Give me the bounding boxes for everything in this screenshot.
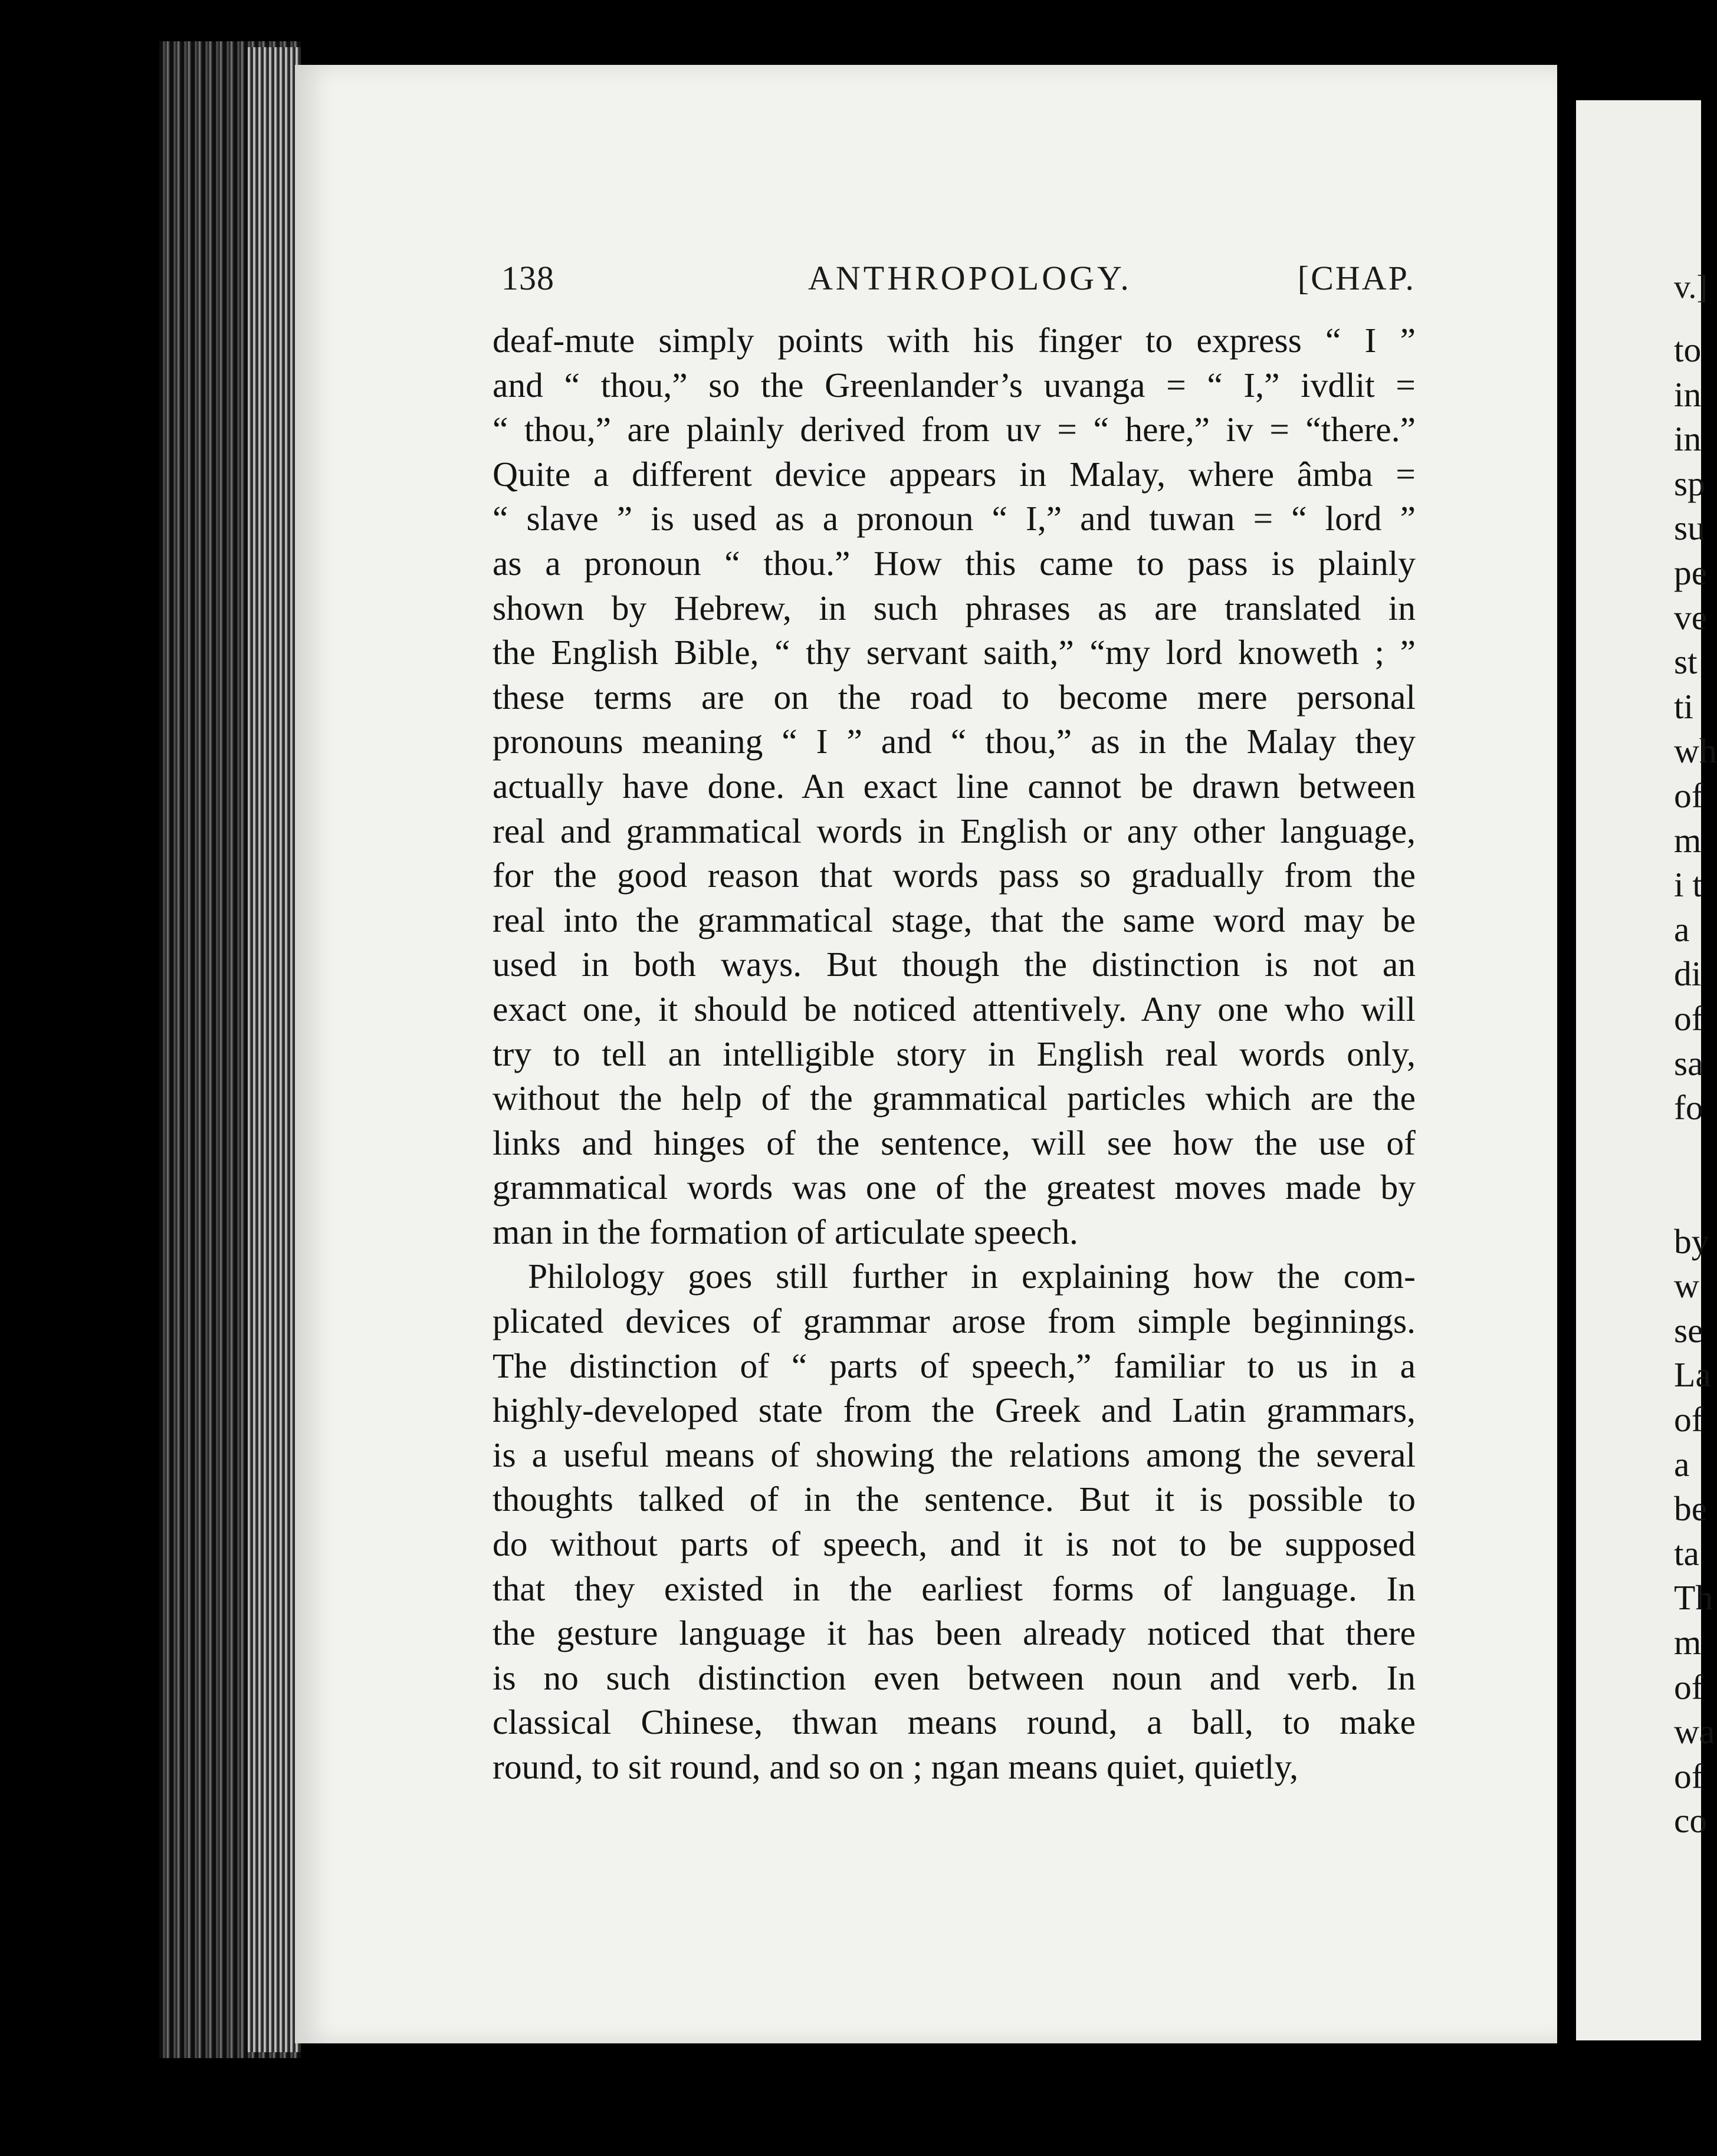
adjacent-line-fragment: of bbox=[1674, 1756, 1703, 1796]
text-line: and “ thou,” so the Greenlander’s uvanga = “ I,” ivdlit = bbox=[493, 365, 1416, 405]
adjacent-line-fragment: i t bbox=[1674, 865, 1702, 905]
text-line: the gesture language it has been already noticed that there bbox=[493, 1613, 1416, 1653]
page-body bbox=[493, 318, 1416, 1790]
text-line: man in the formation of articulate speech. bbox=[493, 1212, 1078, 1251]
adjacent-line-fragment: w bbox=[1674, 1266, 1699, 1306]
text-line: used in both ways. But though the distinction is not an bbox=[493, 945, 1416, 984]
text-line: these terms are on the road to become mere personal bbox=[493, 677, 1416, 717]
adjacent-line-fragment: of bbox=[1674, 998, 1703, 1038]
adjacent-line-fragment: m bbox=[1674, 820, 1702, 860]
adjacent-line-fragment: be bbox=[1674, 1489, 1708, 1529]
text-line: the English Bible, “ thy servant saith,” “my lord knoweth ; ” bbox=[493, 633, 1416, 672]
page-number: 138 bbox=[501, 259, 554, 297]
adjacent-page-text bbox=[1674, 328, 1717, 1843]
adjacent-line-fragment: co bbox=[1674, 1801, 1708, 1841]
text-line: real into the grammatical stage, that the same word may be bbox=[493, 900, 1416, 939]
adjacent-line-fragment: ti bbox=[1674, 686, 1694, 726]
adjacent-page-header: v.] bbox=[1674, 269, 1708, 305]
adjacent-line-fragment: fo bbox=[1674, 1088, 1703, 1128]
text-line: classical Chinese, thwan means round, a ball, to make bbox=[493, 1703, 1416, 1742]
adjacent-line-fragment: of bbox=[1674, 775, 1703, 815]
adjacent-line-fragment: di bbox=[1674, 954, 1702, 994]
text-line: is a useful means of showing the relations among the several bbox=[493, 1435, 1416, 1474]
adjacent-line-fragment: st bbox=[1674, 642, 1698, 682]
adjacent-line-fragment: ta bbox=[1674, 1533, 1699, 1573]
adjacent-line-fragment: in bbox=[1674, 374, 1702, 414]
adjacent-line-fragment: sa bbox=[1674, 1043, 1703, 1083]
running-title: ANTHROPOLOGY. bbox=[808, 259, 1132, 297]
adjacent-line-fragment: se bbox=[1674, 1310, 1703, 1350]
adjacent-line-fragment: su bbox=[1674, 508, 1705, 548]
adjacent-line-fragment: wa bbox=[1674, 1712, 1715, 1751]
text-line: try to tell an intelligible story in English real words only, bbox=[493, 1034, 1416, 1073]
paragraph bbox=[493, 1254, 1416, 1789]
adjacent-line-fragment: ve bbox=[1674, 597, 1708, 637]
adjacent-line-fragment: of bbox=[1674, 1667, 1703, 1707]
text-line: for the good reason that words pass so gradually from the bbox=[493, 856, 1416, 895]
text-line: deaf-mute simply points with his finger to express “ I ” bbox=[493, 321, 1416, 360]
adjacent-line-fragment: of bbox=[1674, 1400, 1703, 1439]
text-line: grammatical words was one of the greatest moves made by bbox=[493, 1168, 1416, 1207]
text-line: as a pronoun “ thou.” How this came to pass is plainly bbox=[493, 543, 1416, 583]
text-line: that they existed in the earliest forms of language. In bbox=[493, 1569, 1416, 1608]
page-stack-lines bbox=[248, 47, 301, 2052]
adjacent-line-fragment: in bbox=[1674, 419, 1702, 459]
text-line: do without parts of speech, and it is not to be supposed bbox=[493, 1524, 1416, 1564]
adjacent-line-fragment: Th bbox=[1674, 1578, 1713, 1618]
text-line: highly-developed state from the Greek and Latin grammars, bbox=[493, 1391, 1416, 1430]
text-line: shown by Hebrew, in such phrases as are translated in bbox=[493, 588, 1416, 627]
text-line: links and hinges of the sentence, will see how the use of bbox=[493, 1123, 1416, 1162]
text-line: without the help of the grammatical particles which are the bbox=[493, 1079, 1416, 1118]
text-line: thoughts talked of in the sentence. But it is possible to bbox=[493, 1480, 1416, 1519]
adjacent-line-fragment: pe bbox=[1674, 553, 1708, 592]
adjacent-line-fragment: wh bbox=[1674, 731, 1717, 771]
adjacent-line-fragment: La bbox=[1674, 1355, 1711, 1395]
running-header bbox=[501, 258, 1416, 305]
text-line: “ slave ” is used as a pronoun “ I,” and tuwan = “ lord ” bbox=[493, 499, 1416, 538]
text-line: pronouns meaning “ I ” and “ thou,” as in the Malay they bbox=[493, 722, 1416, 761]
text-line: is no such distinction even between noun and verb. In bbox=[493, 1658, 1416, 1697]
text-line: “ thou,” are plainly derived from uv = “ here,” iv = “there.” bbox=[493, 410, 1416, 449]
adjacent-line-fragment: m bbox=[1674, 1623, 1702, 1662]
text-line: Quite a different device appears in Malay, where âmba = bbox=[493, 454, 1416, 494]
adjacent-line-fragment: sp bbox=[1674, 464, 1705, 503]
text-line: actually have done. An exact line cannot be drawn between bbox=[493, 766, 1416, 806]
text-line: round, to sit round, and so on ; ngan means quiet, quietly, bbox=[493, 1747, 1299, 1786]
paragraph bbox=[493, 318, 1416, 1254]
text-line: plicated devices of grammar arose from simple beginnings. bbox=[493, 1302, 1416, 1341]
chapter-marker: [CHAP. bbox=[1297, 259, 1416, 297]
adjacent-line-fragment: a bbox=[1674, 909, 1690, 949]
adjacent-gap bbox=[1674, 1130, 1701, 1220]
text-line: Philology goes still further in explaining how the com- bbox=[528, 1257, 1416, 1296]
text-line: exact one, it should be noticed attentively. Any one who will bbox=[493, 989, 1416, 1028]
text-line: The distinction of “ parts of speech,” familiar to us in a bbox=[493, 1346, 1416, 1385]
adjacent-line-fragment: a bbox=[1674, 1444, 1690, 1484]
text-line: real and grammatical words in English or any other language, bbox=[493, 811, 1416, 850]
adjacent-line-fragment: to bbox=[1674, 330, 1702, 369]
adjacent-line-fragment: by bbox=[1674, 1221, 1709, 1261]
